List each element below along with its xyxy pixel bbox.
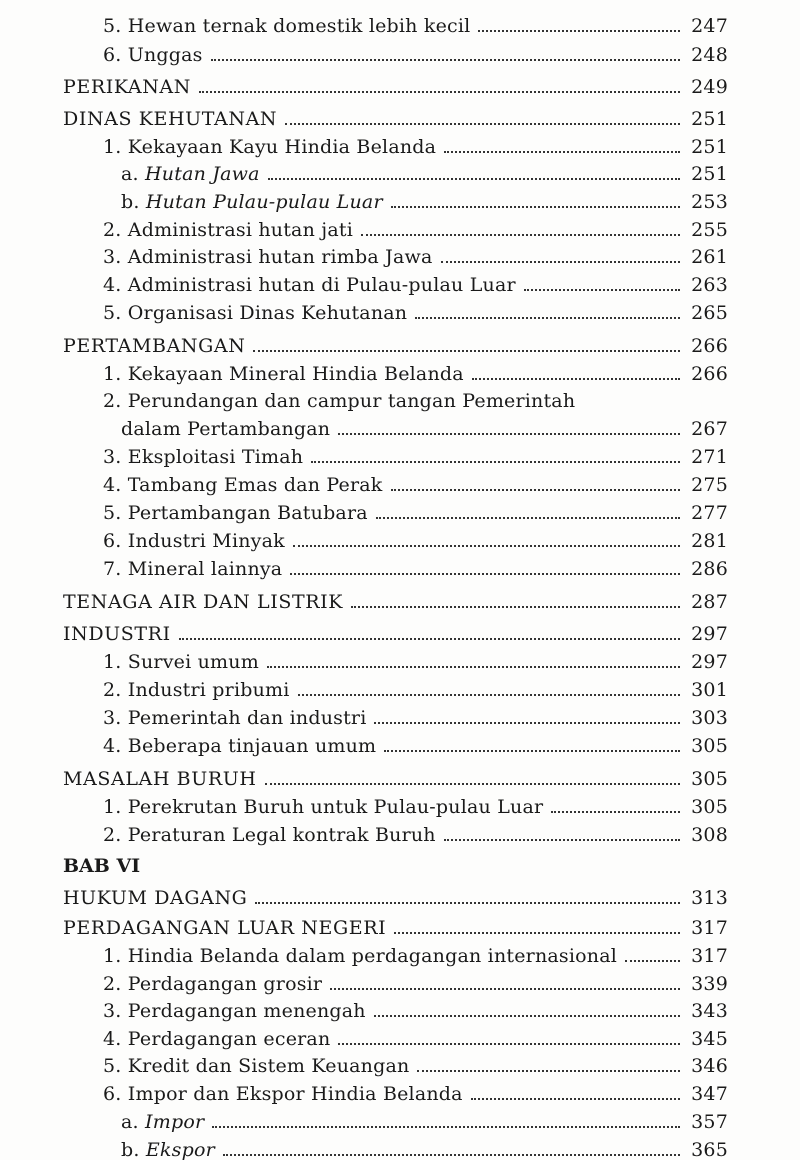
entry-number: 3.	[103, 446, 122, 468]
entry-number: 5.	[103, 302, 122, 324]
dot-leader	[293, 545, 680, 547]
entry-number: 2.	[103, 973, 122, 995]
entry-number: 1.	[103, 796, 122, 818]
entry-number: 1.	[103, 651, 122, 673]
entry-title: Eksploitasi Timah	[127, 446, 304, 468]
page-number: 286	[691, 558, 728, 580]
dot-leader	[444, 839, 680, 841]
entry-title: Administrasi hutan di Pulau-pulau Luar	[127, 274, 516, 296]
toc-entry	[103, 1023, 728, 1051]
entry-number: 3.	[103, 246, 122, 268]
page-number: 281	[691, 530, 728, 552]
toc-section-entry	[63, 103, 728, 131]
toc-entry	[121, 186, 728, 214]
entry-number: b.	[121, 1139, 140, 1161]
toc-section-entry	[63, 330, 728, 358]
page-number: 305	[691, 796, 728, 818]
toc-section-entry	[63, 763, 728, 791]
page-number: 305	[691, 735, 728, 757]
toc-entry	[121, 1106, 728, 1134]
entry-title: Beberapa tinjauan umum	[127, 735, 377, 757]
entry-number: 1.	[103, 945, 122, 967]
toc-entry	[103, 968, 728, 996]
toc-entry	[103, 39, 728, 67]
dot-leader	[212, 1126, 680, 1128]
toc-entry	[103, 1078, 728, 1106]
toc-entry	[103, 940, 728, 968]
entry-title: Perekrutan Buruh untuk Pulau-pulau Luar	[127, 796, 544, 818]
toc-entry	[103, 131, 728, 159]
page-number: 305	[691, 768, 728, 790]
entry-number: 2.	[103, 219, 122, 241]
dot-leader	[384, 750, 680, 752]
entry-title: Organisasi Dinas Kehutanan	[127, 302, 408, 324]
dot-leader	[441, 261, 681, 263]
toc-section-entry	[63, 882, 728, 910]
entry-title: Unggas	[127, 44, 203, 66]
entry-title: Administrasi hutan jati	[127, 219, 353, 241]
page-number: 271	[691, 446, 728, 468]
entry-title: Industri Minyak	[127, 530, 285, 552]
page-number: 347	[691, 1083, 728, 1105]
dot-leader	[551, 811, 680, 813]
dot-leader	[268, 178, 680, 180]
toc-entry	[103, 730, 728, 758]
page-number: 275	[691, 474, 728, 496]
entry-number: b.	[121, 191, 140, 213]
page-number: 297	[691, 623, 728, 645]
section-heading: BAB VI	[63, 855, 141, 877]
entry-number: 2.	[103, 390, 122, 412]
entry-title: Pertambangan Batubara	[127, 502, 368, 524]
dot-leader	[391, 206, 680, 208]
page-number: 345	[691, 1028, 728, 1050]
entry-number: 7.	[103, 558, 122, 580]
toc-entry	[103, 385, 728, 413]
entry-number: 6.	[103, 530, 122, 552]
entry-title: Pemerintah dan industri	[127, 707, 367, 729]
toc-entry	[103, 702, 728, 730]
toc-entry	[103, 646, 728, 674]
dot-leader	[285, 123, 680, 125]
entry-title: Kekayaan Kayu Hindia Belanda	[127, 136, 437, 158]
page-number: 266	[691, 363, 728, 385]
page-number: 346	[691, 1055, 728, 1077]
page-number: 253	[691, 191, 728, 213]
page-number: 255	[691, 219, 728, 241]
entry-title: Impor	[145, 1111, 205, 1133]
dot-leader	[338, 1043, 680, 1045]
dot-leader	[223, 1154, 680, 1156]
entry-title: DINAS KEHUTANAN	[63, 108, 278, 130]
entry-number: 3.	[103, 1000, 122, 1022]
entry-title: PERTAMBANGAN	[63, 335, 246, 357]
entry-title: PERIKANAN	[63, 76, 191, 98]
entry-number: 5.	[103, 1055, 122, 1077]
page-number: 247	[691, 15, 728, 37]
dot-leader	[338, 433, 680, 435]
page-number: 251	[691, 163, 728, 185]
dot-leader	[374, 722, 680, 724]
page-number: 249	[691, 76, 728, 98]
page-number: 277	[691, 502, 728, 524]
toc-entry	[121, 1134, 728, 1162]
entry-number: 4.	[103, 274, 122, 296]
entry-title: Survei umum	[127, 651, 259, 673]
dot-leader	[311, 461, 680, 463]
page-number: 248	[691, 44, 728, 66]
toc-entry	[103, 995, 728, 1023]
entry-title: Tambang Emas dan Perak	[127, 474, 383, 496]
entry-title: Peraturan Legal kontrak Buruh	[127, 824, 436, 846]
page-number: 266	[691, 335, 728, 357]
entry-title: Kredit dan Sistem Keuangan	[127, 1055, 410, 1077]
entry-number: 2.	[103, 679, 122, 701]
entry-title: Perundangan dan campur tangan Pemerintah	[127, 390, 576, 412]
dot-leader	[179, 638, 680, 640]
dot-leader	[417, 1070, 680, 1072]
entry-number: 6.	[103, 44, 122, 66]
dot-leader	[290, 573, 680, 575]
dot-leader	[444, 151, 680, 153]
dot-leader	[255, 902, 680, 904]
toc-section-entry	[63, 586, 728, 614]
entry-title: Hutan Jawa	[145, 163, 260, 185]
toc-section-entry	[63, 71, 728, 99]
entry-title: Industri pribumi	[127, 679, 290, 701]
entry-title: Administrasi hutan rimba Jawa	[127, 246, 433, 268]
entry-title: HUKUM DAGANG	[63, 887, 248, 909]
toc-entry	[103, 525, 728, 553]
entry-title: MASALAH BURUH	[63, 768, 257, 790]
page-number: 265	[691, 302, 728, 324]
page-number: 339	[691, 973, 728, 995]
entry-number: 1.	[103, 363, 122, 385]
dot-leader	[415, 317, 680, 319]
page-number: 357	[691, 1111, 728, 1133]
page-number: 308	[691, 824, 728, 846]
toc-entry	[103, 674, 728, 702]
entry-title: PERDAGANGAN LUAR NEGERI	[63, 917, 387, 939]
dot-leader	[524, 289, 680, 291]
entry-number: 6.	[103, 1083, 122, 1105]
toc-entry	[103, 297, 728, 325]
entry-title: Impor dan Ekspor Hindia Belanda	[127, 1083, 463, 1105]
page-number: 365	[691, 1139, 728, 1161]
toc-entry	[103, 269, 728, 297]
entry-number: 1.	[103, 136, 122, 158]
entry-title: Ekspor	[145, 1139, 215, 1161]
page-number: 343	[691, 1000, 728, 1022]
entry-title: Kekayaan Mineral Hindia Belanda	[127, 363, 464, 385]
toc-entry	[103, 10, 728, 38]
toc-entry	[103, 214, 728, 242]
toc-section-entry	[63, 618, 728, 646]
dot-leader	[361, 234, 680, 236]
page-number: 301	[691, 679, 728, 701]
entry-number: 4.	[103, 474, 122, 496]
toc-entry	[121, 413, 728, 441]
dot-leader	[472, 378, 680, 380]
dot-leader	[298, 694, 680, 696]
page-number: 261	[691, 246, 728, 268]
dot-leader	[471, 1098, 680, 1100]
page-number: 251	[691, 108, 728, 130]
dot-leader	[330, 988, 680, 990]
toc-entry	[103, 1050, 728, 1078]
entry-number: 2.	[103, 824, 122, 846]
page-number: 313	[691, 887, 728, 909]
toc-entry	[121, 158, 728, 186]
dot-leader	[211, 59, 680, 61]
entry-title: Perdagangan eceran	[127, 1028, 331, 1050]
entry-title: TENAGA AIR DAN LISTRIK	[63, 591, 344, 613]
entry-title: Hutan Pulau-pulau Luar	[145, 191, 383, 213]
entry-title: Perdagangan grosir	[127, 973, 323, 995]
page-number: 317	[691, 917, 728, 939]
dot-leader	[478, 30, 680, 32]
entry-number: 4.	[103, 735, 122, 757]
dot-leader	[394, 932, 680, 934]
page-number: 251	[691, 136, 728, 158]
dot-leader	[351, 606, 680, 608]
page-number: 263	[691, 274, 728, 296]
toc-entry	[103, 819, 728, 847]
dot-leader	[391, 489, 680, 491]
entry-title: Hewan ternak domestik lebih kecil	[127, 15, 471, 37]
entry-number: a.	[121, 1111, 139, 1133]
entry-title: Mineral lainnya	[127, 558, 283, 580]
dot-leader	[199, 91, 680, 93]
entry-number: 3.	[103, 707, 122, 729]
entry-number: a.	[121, 163, 139, 185]
page-number: 303	[691, 707, 728, 729]
dot-leader	[267, 666, 680, 668]
toc-entry	[103, 241, 728, 269]
entry-number: 5.	[103, 502, 122, 524]
dot-leader	[374, 1015, 680, 1017]
entry-title: Perdagangan menengah	[127, 1000, 366, 1022]
dot-leader	[253, 350, 680, 352]
toc-entry	[103, 358, 728, 386]
toc-entry	[103, 469, 728, 497]
toc-entry	[103, 497, 728, 525]
toc-entry	[103, 553, 728, 581]
entry-number: 4.	[103, 1028, 122, 1050]
toc-entry	[103, 441, 728, 469]
entry-title: INDUSTRI	[63, 623, 171, 645]
page-number: 297	[691, 651, 728, 673]
entry-title: Hindia Belanda dalam perdagangan internasional	[127, 945, 618, 967]
page-number: 317	[691, 945, 728, 967]
toc-section-entry	[63, 912, 728, 940]
toc-entry	[103, 791, 728, 819]
entry-number: 5.	[103, 15, 122, 37]
page-number: 287	[691, 591, 728, 613]
page-number: 267	[691, 418, 728, 440]
dot-leader	[625, 960, 680, 962]
dot-leader	[376, 517, 680, 519]
dot-leader	[265, 783, 680, 785]
entry-title: dalam Pertambangan	[121, 418, 331, 440]
